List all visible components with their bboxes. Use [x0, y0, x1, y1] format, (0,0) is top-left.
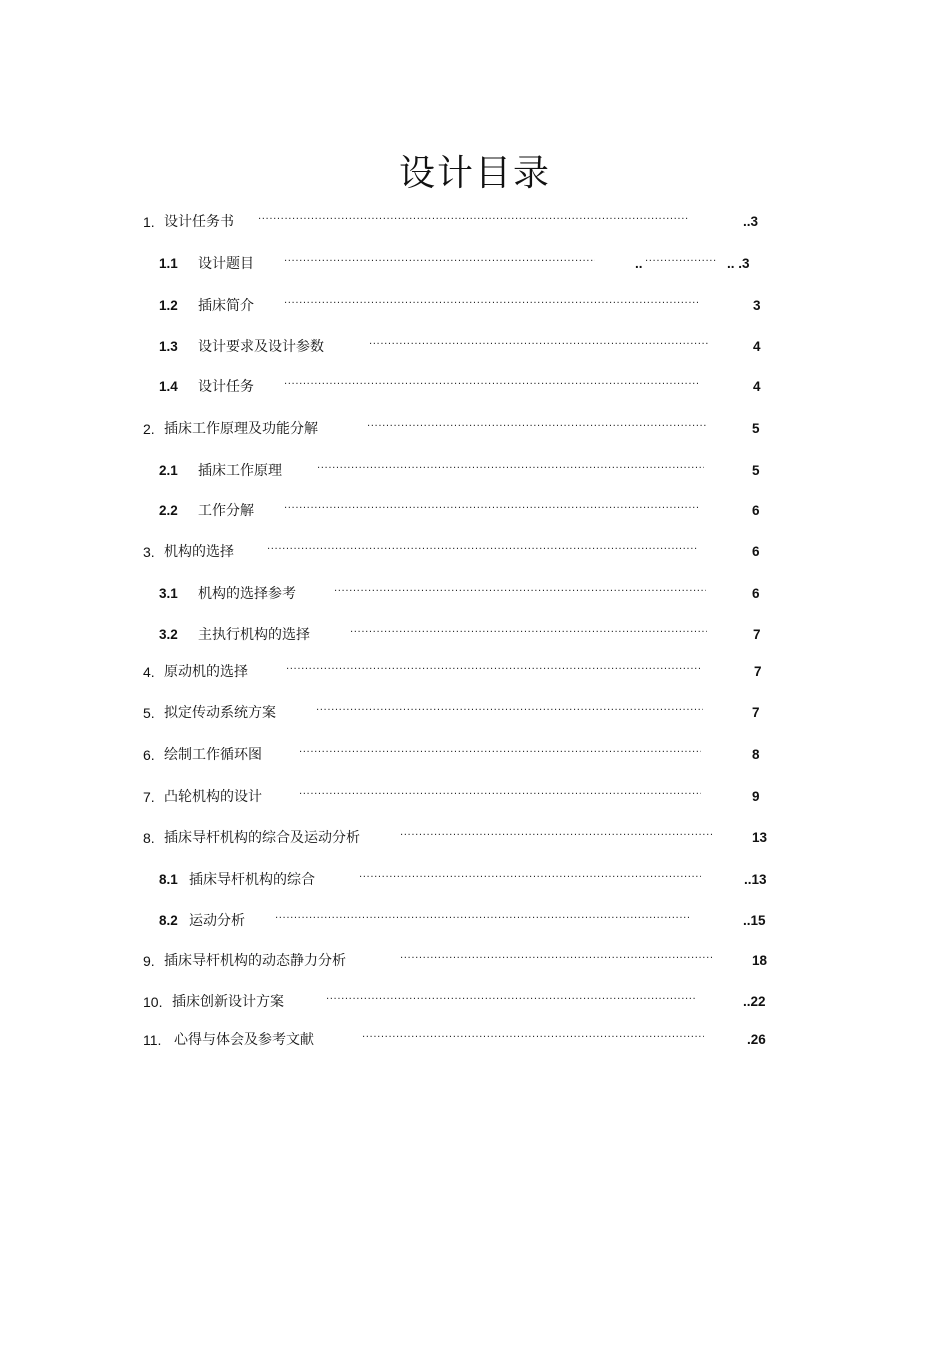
- toc-entry-1[interactable]: [0, 211, 950, 233]
- toc-label: 工作分解: [198, 503, 254, 519]
- toc-leader-dots: [299, 786, 701, 808]
- toc-entry-10[interactable]: [0, 991, 950, 1013]
- toc-label: 拟定传动系统方案: [164, 705, 276, 721]
- toc-number: 10.: [143, 994, 163, 1010]
- toc-entry-2-2[interactable]: [0, 500, 950, 522]
- toc-entry-2-1[interactable]: [0, 460, 950, 482]
- toc-label: 设计任务书: [164, 214, 234, 230]
- toc-number: 6.: [143, 747, 155, 763]
- toc-label: 插床导杆机构的动态静力分析: [164, 953, 346, 969]
- toc-label: 凸轮机构的设计: [164, 789, 262, 805]
- toc-number: 8.: [143, 830, 155, 846]
- toc-number: 7.: [143, 789, 155, 805]
- toc-leader-dots: [284, 500, 700, 522]
- toc-leader-dots: [275, 910, 691, 932]
- toc-leader-dots: [286, 661, 702, 683]
- toc-label: 机构的选择: [164, 544, 234, 560]
- toc-page-number: 6: [752, 503, 760, 518]
- toc-leader-dots: [367, 418, 707, 440]
- toc-page-number: 7: [752, 705, 760, 720]
- toc-page-number: .26: [747, 1032, 766, 1047]
- toc-number: 1.4: [159, 379, 178, 394]
- toc-leader-fragment: ..: [635, 256, 643, 271]
- toc-page-number: ..15: [743, 913, 766, 928]
- toc-page-number: 5: [752, 463, 760, 478]
- toc-leader-dots: [334, 583, 706, 605]
- toc-number: 11.: [143, 1032, 162, 1048]
- toc-label: 插床简介: [198, 298, 254, 314]
- toc-page-number: ..13: [744, 872, 767, 887]
- toc-leader-dots: [362, 1029, 704, 1051]
- toc-entry-1-3[interactable]: [0, 336, 950, 358]
- toc-entry-4[interactable]: [0, 661, 950, 683]
- toc-number: 4.: [143, 664, 155, 680]
- toc-leader-dots: [350, 624, 707, 646]
- toc-leader-dots: [267, 541, 697, 563]
- toc-leader-dots: [284, 253, 595, 275]
- toc-page-number: 18: [752, 953, 768, 968]
- toc-label: 设计任务: [198, 379, 254, 395]
- toc-entry-8-2[interactable]: [0, 910, 950, 932]
- toc-entry-3-2[interactable]: [0, 624, 950, 646]
- toc-leader-dots: [316, 702, 703, 724]
- toc-leader-dots: [645, 253, 717, 275]
- toc-entry-1-2[interactable]: [0, 295, 950, 317]
- toc-number: 3.1: [159, 586, 178, 601]
- toc-label: 心得与体会及参考文献: [174, 1032, 314, 1048]
- toc-page-number: 4: [753, 379, 761, 394]
- toc-label: 插床导杆机构的综合: [189, 872, 315, 888]
- toc-page-number: 7: [753, 627, 761, 642]
- toc-number: 9.: [143, 953, 155, 969]
- toc-entry-11[interactable]: [0, 1029, 950, 1051]
- toc-number: 5.: [143, 705, 155, 721]
- toc-leader-dots: [284, 295, 700, 317]
- toc-label: 设计要求及设计参数: [198, 339, 324, 355]
- toc-label: 插床工作原理: [198, 463, 282, 479]
- toc-leader-dots: [317, 460, 704, 482]
- toc-label: 插床创新设计方案: [172, 994, 284, 1010]
- toc-label: 运动分析: [189, 913, 245, 929]
- toc-entry-2[interactable]: [0, 418, 950, 440]
- toc-label: 插床工作原理及功能分解: [164, 421, 318, 437]
- toc-number: 1.: [143, 214, 155, 230]
- toc-entry-7[interactable]: [0, 786, 950, 808]
- toc-entry-6[interactable]: [0, 744, 950, 766]
- toc-label: 绘制工作循环图: [164, 747, 262, 763]
- toc-entry-8-1[interactable]: [0, 869, 950, 891]
- toc-leader-dots: [326, 991, 697, 1013]
- toc-entry-1-4[interactable]: [0, 376, 950, 398]
- toc-number: 1.3: [159, 339, 178, 354]
- toc-label: 主执行机构的选择: [198, 627, 310, 643]
- toc-number: 8.1: [159, 872, 178, 887]
- toc-leader-dots: [359, 869, 701, 891]
- toc-leader-dots: [258, 211, 688, 233]
- toc-page-number: 5: [752, 421, 760, 436]
- toc-leader-dots: [400, 950, 712, 972]
- toc-leader-dots: [284, 376, 700, 398]
- toc-label: 插床导杆机构的综合及运动分析: [164, 830, 360, 846]
- toc-leader-dots: [299, 744, 701, 766]
- toc-leader-dots: [400, 827, 712, 849]
- toc-page-number: ..22: [743, 994, 766, 1009]
- toc-page-number: 6: [752, 544, 760, 559]
- toc-entry-3-1[interactable]: [0, 583, 950, 605]
- toc-label: 机构的选择参考: [198, 586, 296, 602]
- toc-number: 2.1: [159, 463, 178, 478]
- toc-page-number: 7: [754, 664, 762, 679]
- toc-number: 3.: [143, 544, 155, 560]
- toc-page-number: 6: [752, 586, 760, 601]
- toc-page-number: 3: [753, 298, 761, 313]
- toc-page-number: 9: [752, 789, 760, 804]
- toc-number: 2.2: [159, 503, 178, 518]
- toc-label: 原动机的选择: [164, 664, 248, 680]
- toc-entry-9[interactable]: [0, 950, 950, 972]
- toc-entry-5[interactable]: [0, 702, 950, 724]
- toc-number: 2.: [143, 421, 155, 437]
- toc-number: 1.1: [159, 256, 178, 271]
- page-title: 设计目录: [398, 153, 551, 194]
- toc-page-number: 4: [753, 339, 761, 354]
- toc-page-number: 8: [752, 747, 760, 762]
- toc-number: 8.2: [159, 913, 178, 928]
- toc-leader-dots: [369, 336, 709, 358]
- toc-number: 3.2: [159, 627, 178, 642]
- toc-page-number: .. .3: [727, 256, 750, 271]
- toc-page-number: ..3: [743, 214, 759, 229]
- toc-label: 设计题目: [198, 256, 254, 272]
- toc-number: 1.2: [159, 298, 178, 313]
- toc-entry-1-1[interactable]: [0, 253, 950, 275]
- toc-page-number: 13: [752, 830, 768, 845]
- toc-entry-3[interactable]: [0, 541, 950, 563]
- toc-entry-8[interactable]: [0, 827, 950, 849]
